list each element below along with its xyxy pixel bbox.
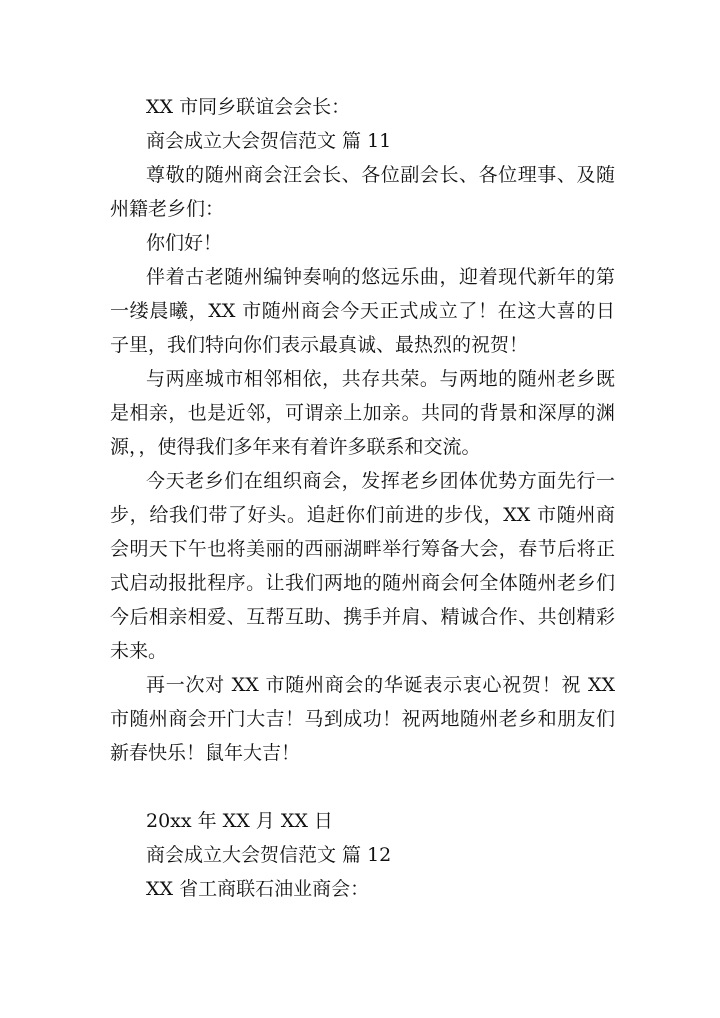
body-paragraph-4: 再一次对 XX 市随州商会的华诞表示衷心祝贺！祝 XX 市随州商会开门大吉！马到成功！祝两地随州老乡和朋友们新春快乐！鼠年大吉！ (110, 674, 615, 764)
closing-title-line: XX 市同乡联谊会会长： (146, 96, 351, 118)
blank-line (110, 770, 615, 804)
greeting-line: 你们好！ (146, 232, 223, 254)
section-heading-11: 商会成立大会贺信范文 篇 11 (146, 130, 392, 152)
body-paragraph-3: 今天老乡们在组织商会，发挥老乡团体优势方面先行一步，给我们带了好头。追赶你们前进的步伐，XX 市随州商会明天下午也将美丽的西丽湖畔举行筹备大会，春节后将正式启动报批程序。让我们两地的随州商会何全体随州老乡们今后相亲相爱、互帮互助、携手并肩、精诚合作、共创精彩未来。 (110, 470, 615, 662)
body-paragraph-1: 伴着古老随州编钟奏响的悠远乐曲，迎着现代新年的第一缕晨曦，XX 市随州商会今天正式成立了！在这大喜的日子里，我们特向你们表示最真诚、最热烈的祝贺！ (110, 266, 615, 356)
salutation-12: XX 省工商联石油业商会： (146, 878, 370, 900)
body-paragraph-2: 与两座城市相邻相依，共存共荣。与两地的随州老乡既是相亲，也是近邻，可谓亲上加亲。共同的背景和深厚的渊源，，使得我们多年来有着许多联系和交流。 (110, 368, 615, 458)
date-line: 20xx 年 XX 月 XX 日 (146, 810, 333, 832)
document-page (110, 90, 615, 906)
salutation-11: 尊敬的随州商会汪会长、各位副会长、各位理事、及随州籍老乡们： (110, 164, 615, 220)
section-heading-12: 商会成立大会贺信范文 篇 12 (146, 844, 392, 866)
